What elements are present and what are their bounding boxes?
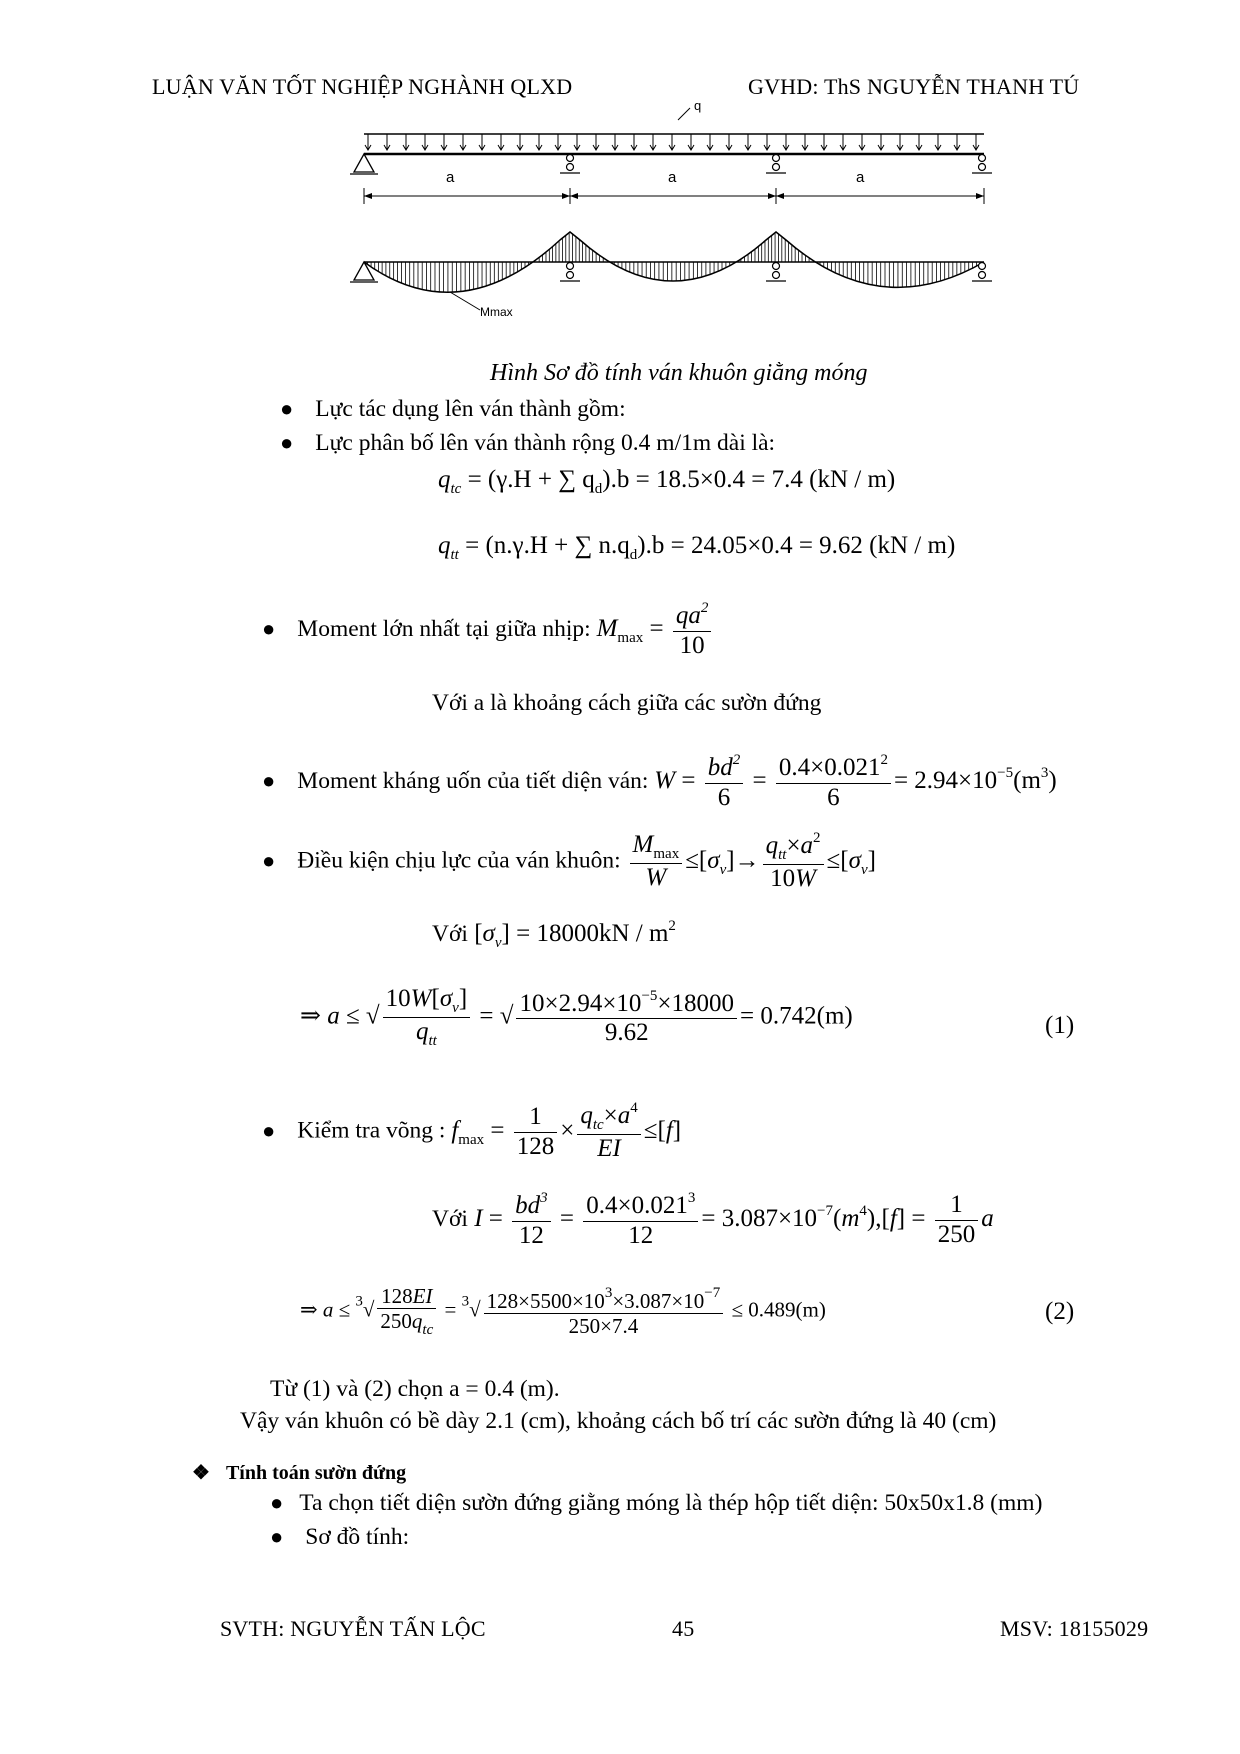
bullet-2: ● Lực phân bố lên ván thành rộng 0.4 m/1m dài là: [280, 430, 776, 456]
load-arrow [631, 134, 637, 150]
bullet-1: ● Lực tác dụng lên ván thành gồm: [280, 396, 626, 422]
load-arrow [745, 134, 751, 150]
load-arrow [441, 134, 447, 150]
load-arrow [954, 134, 960, 150]
load-arrow [707, 134, 713, 150]
section-heading: ❖ Tính toán sườn đứng [192, 1462, 407, 1484]
span-label-2: a [668, 169, 677, 186]
load-arrow [612, 134, 618, 150]
load-arrow [479, 134, 485, 150]
eq-qtt: $q_{tt} = (n.\gamma.H$ + ∑ $n.q_d).b = 24.05\times 0.4 = 9.62$ (kN / m) [438, 532, 956, 563]
eq-2: ⇒ a ≤ $^3$√ $\frac{128EI}{250q_{tc}}$ = $^3$√ $\frac{128\times 5500\times 10^3\times 3.087\times 10^{-7}}{250\times 7.4}$ ≤ 0.489(m) [300, 1284, 826, 1339]
load-arrow [403, 134, 409, 150]
figure-caption: Hình Sơ đồ tính ván khuôn giằng móng [490, 360, 868, 386]
load-arrow [669, 134, 675, 150]
load-arrow [935, 134, 941, 150]
footer-left: SVTH: NGUYỄN TẤN LỘC [220, 1616, 486, 1641]
load-arrow [498, 134, 504, 150]
load-arrow [840, 134, 846, 150]
section-item-2: ● Sơ đồ tính: [270, 1524, 410, 1550]
load-arrow [878, 134, 884, 150]
load-arrow [821, 134, 827, 150]
load-arrow [593, 134, 599, 150]
load-arrow [688, 134, 694, 150]
load-arrow [726, 134, 732, 150]
eq-1-tag: (1) [1045, 1012, 1075, 1039]
load-arrow [897, 134, 903, 150]
bullet-moment: ● Moment lớn nhất tại giữa nhịp: $M_{max}$ = $\frac{qa^2}{10}$ [262, 600, 714, 661]
sigma-value: Với $[\sigma_v] = 18000kN / m^2$ [432, 918, 676, 951]
header-left: LUẬN VĂN TỐT NGHIỆP NGHÀNH QLXD [152, 74, 573, 99]
footer-right: MSV: 18155029 [1000, 1616, 1149, 1641]
eq-2-tag: (2) [1045, 1298, 1075, 1325]
page-number: 45 [672, 1616, 695, 1641]
load-label: q [694, 98, 702, 113]
roller-supports [560, 155, 992, 174]
load-arrow [384, 134, 390, 150]
load-arrow [650, 134, 656, 150]
spacing-note: Với a là khoảng cách giữa các sườn đứng [432, 690, 822, 716]
conclusion-line-2: Vậy ván khuôn có bề dày 2.1 (cm), khoảng cách bố trí các sườn đứng là 40 (cm) [240, 1408, 997, 1434]
beam-diagram [350, 92, 1000, 332]
span-label-3: a [856, 169, 865, 186]
load-arrow [783, 134, 789, 150]
bullet-condition: ● Điều kiện chịu lực của ván khuôn: $\frac{M_{max}}{W}$ $\le[\sigma_v]\to$ $\frac{q_{tt}\times a^2}{10W}$ $\le[\sigma_v]$ [262, 830, 876, 893]
eq-qtc: $q_{tc} = (\gamma.H$ + ∑ $q_d).b = 18.5\times 0.4 = 7.4$ (kN / m) [438, 466, 896, 497]
eq-1: ⇒ a ≤ √ $\frac{10W[\sigma_v]}{q_{tt}}$ = √ $\frac{10\times 2.94\times 10^{-5}\times 18000}{9.62}$ = 0.742(m) [300, 985, 853, 1050]
load-arrow [365, 134, 371, 150]
diamond-bullet-icon: ❖ [192, 1462, 210, 1484]
section-item-1: ● Ta chọn tiết diện sườn đứng giằng móng là thép hộp tiết diện: 50x50x1.8 (mm) [270, 1490, 1043, 1516]
load-arrow [916, 134, 922, 150]
load-arrow [574, 134, 580, 150]
load-arrows [365, 134, 979, 150]
bullet-deflection: ● Kiểm tra võng : $f_{max}$ = $\frac{1}{128}$ × $\frac{q_{tc}\times a^4}{EI}$ ≤[f] [262, 1100, 682, 1163]
inertia-value: Với I = $\frac{bd^3}{12}$ = $\frac{0.4\times 0.021^3}{12}$ = $3.087\times 10^{-7}(m^4),[f]$ = $\frac{1}{250}$ a [432, 1190, 994, 1249]
load-arrow [536, 134, 542, 150]
load-arrow [859, 134, 865, 150]
load-arrow [555, 134, 561, 150]
load-arrow [973, 134, 979, 150]
span-label-1: a [446, 169, 455, 186]
load-arrow [517, 134, 523, 150]
load-arrow [764, 134, 770, 150]
bullet-resist: ● Moment kháng uốn của tiết diện ván: W = $\frac{bd^2}{6}$ = $\frac{0.4\times 0.021^2}{6}$ = $2.94\times 10^{-5}(m^3)$ [262, 752, 1057, 811]
conclusion-line-1: Từ (1) và (2) chọn a = 0.4 (m). [270, 1376, 560, 1402]
load-arrow [802, 134, 808, 150]
load-arrow [460, 134, 466, 150]
load-arrow [422, 134, 428, 150]
header-right: GVHD: ThS NGUYỄN THANH TÚ [748, 74, 1080, 99]
moment-label: Mmax [480, 305, 513, 319]
